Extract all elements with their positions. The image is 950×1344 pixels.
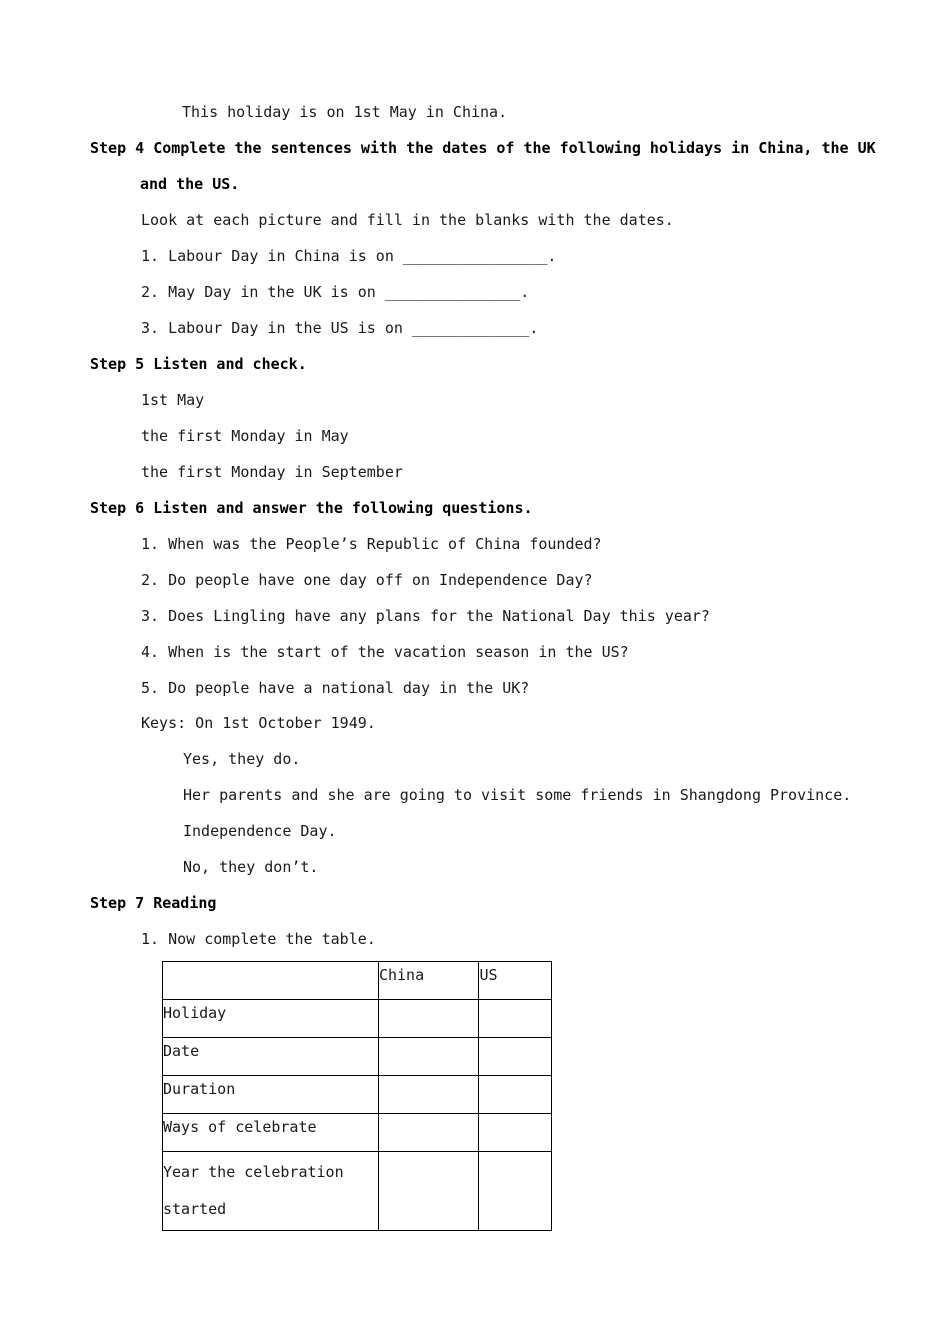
step7-instruction: 1. Now complete the table.: [141, 930, 376, 948]
table-cell: [479, 1000, 552, 1038]
step4-heading-cont: and the US.: [140, 175, 240, 193]
intro-line: This holiday is on 1st May in China.: [182, 103, 508, 121]
table-cell: [378, 1152, 479, 1231]
step6-question-4: 4. When is the start of the vacation season in the US?: [141, 643, 629, 661]
table-row: [163, 1038, 552, 1076]
table-row: [163, 1152, 552, 1231]
table-header-us: US: [479, 962, 552, 1000]
table-row-label: Holiday: [163, 1000, 379, 1038]
step4-item-3: 3. Labour Day in the US is on _____________.: [141, 319, 539, 337]
step6-key-2: Yes, they do.: [183, 750, 301, 768]
table-cell: [479, 1038, 552, 1076]
step6-question-1: 1. When was the People’s Republic of China founded?: [141, 535, 602, 553]
step5-item-1: 1st May: [141, 391, 205, 409]
step6-question-2: 2. Do people have one day off on Independence Day?: [141, 571, 593, 589]
step4-item-2: 2. May Day in the UK is on _______________.: [141, 283, 530, 301]
table-row: [163, 1114, 552, 1152]
holiday-table: [162, 961, 552, 1231]
step5-item-3: the first Monday in September: [141, 463, 403, 481]
table-row: [163, 1000, 552, 1038]
table-cell: [378, 1114, 479, 1152]
table-row-label: Ways of celebrate: [163, 1114, 379, 1152]
table-header-row: [163, 962, 552, 1000]
step6-question-5: 5. Do people have a national day in the UK?: [141, 679, 530, 697]
table-cell: [378, 1000, 479, 1038]
table-cell: [479, 1076, 552, 1114]
step6-key-5: No, they don’t.: [183, 858, 319, 876]
table-row: [163, 1076, 552, 1114]
table-cell: [378, 1038, 479, 1076]
table-row-label: Year the celebration started: [163, 1152, 379, 1231]
step6-key-3: Her parents and she are going to visit some friends in Shangdong Province.: [183, 786, 852, 804]
table-cell: [479, 1152, 552, 1231]
table-row-label: Date: [163, 1038, 379, 1076]
step6-heading: Step 6 Listen and answer the following questions.: [90, 499, 533, 517]
table-header-china: China: [378, 962, 479, 1000]
table-cell: [479, 1114, 552, 1152]
step5-heading: Step 5 Listen and check.: [90, 355, 307, 373]
step4-item-1: 1. Labour Day in China is on ________________.: [141, 247, 557, 265]
table-row-label: Duration: [163, 1076, 379, 1114]
step6-key-4: Independence Day.: [183, 822, 337, 840]
step4-heading: Step 4 Complete the sentences with the dates of the following holidays in China, the UK: [90, 139, 876, 157]
step4-instruction: Look at each picture and fill in the blanks with the dates.: [141, 211, 674, 229]
step6-keys-label: Keys: On 1st October 1949.: [141, 714, 376, 732]
step6-question-3: 3. Does Lingling have any plans for the National Day this year?: [141, 607, 710, 625]
step7-heading: Step 7 Reading: [90, 894, 217, 912]
table-header-cell: [163, 962, 379, 1000]
step5-item-2: the first Monday in May: [141, 427, 349, 445]
table-cell: [378, 1076, 479, 1114]
